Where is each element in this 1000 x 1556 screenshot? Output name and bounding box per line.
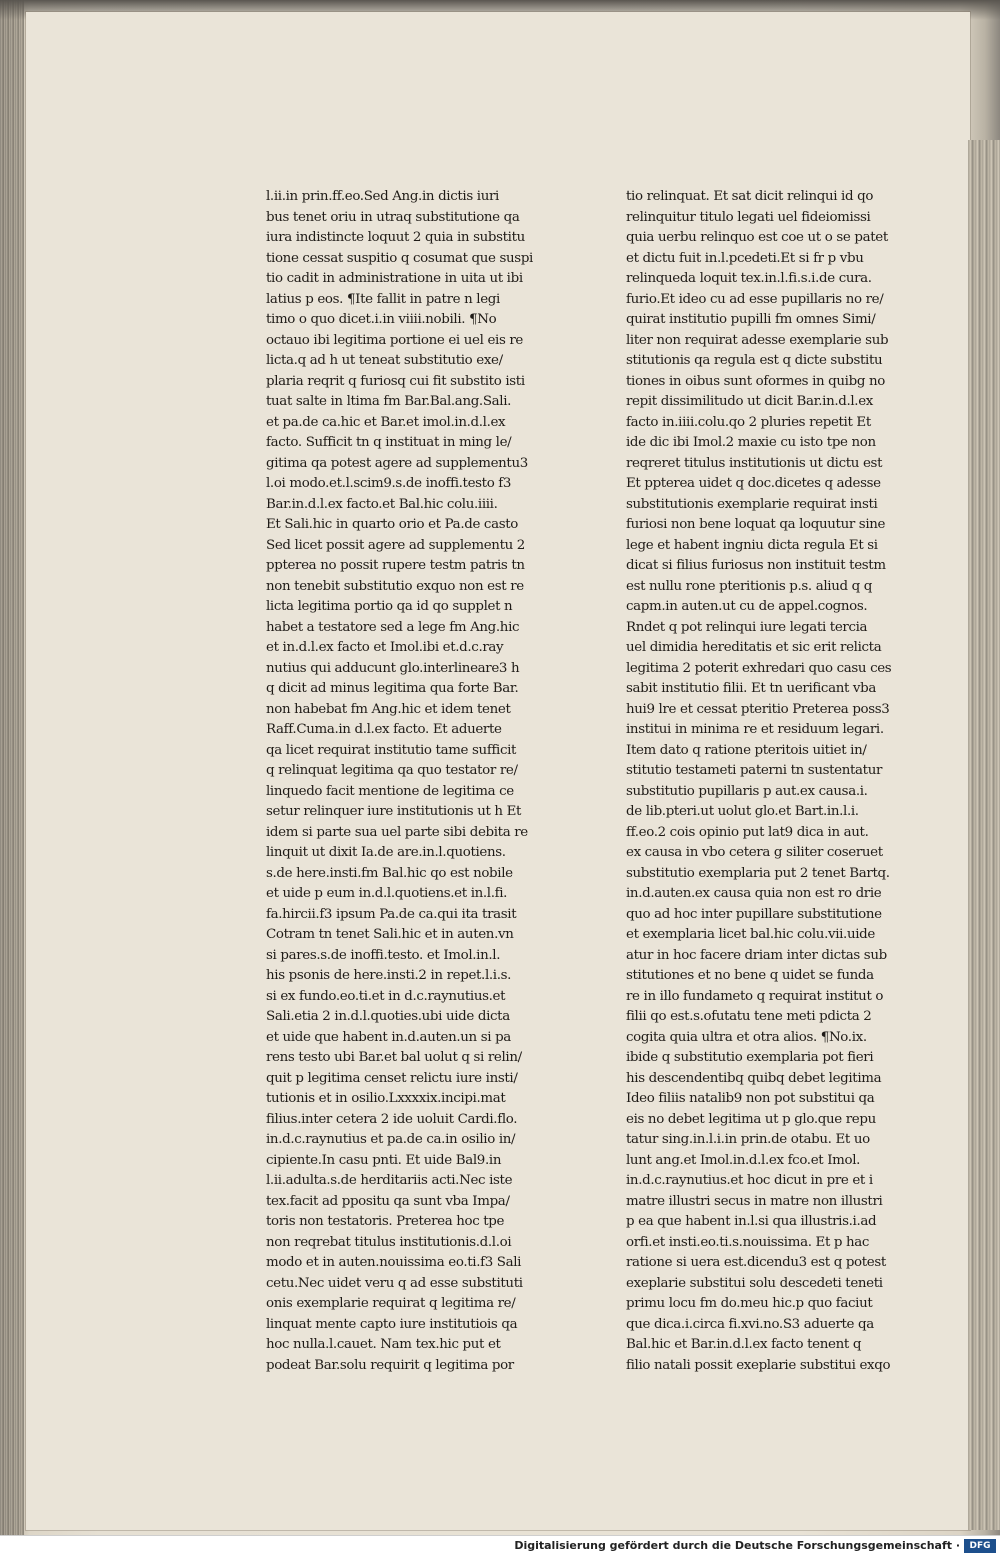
text-line: modo et in auten.nouissima eo.ti.f3 Sali [266, 1255, 522, 1270]
text-line: sabit institutio filii. Et tn uerificant vba [626, 681, 876, 696]
book-page-edges-left [0, 0, 24, 1535]
text-line: l.ii.adulta.s.de herditariis acti.Nec iste [266, 1173, 513, 1188]
text-line: non tenebit substitutio exquo non est re [266, 578, 524, 594]
text-line: Et Sali.hic in quarto orio et Pa.de casto [266, 517, 518, 532]
text-line: qa licet requirat institutio tame sufficit [266, 742, 517, 758]
text-line: his descendentibq quibq debet legitima [626, 1070, 882, 1086]
text-line: Rndet q pot relinqui iure legati tercia [626, 619, 868, 635]
text-line: linquat mente capto iure institutiois qa [266, 1316, 518, 1332]
text-line: lege et habent ingniu dicta regula Et si [626, 537, 878, 553]
text-line: relinqueda loquit tex.in.l.fi.s.i.de cura. [626, 271, 872, 286]
text-line: repit dissimilitudo ut dicit Bar.in.d.l.ex [626, 394, 873, 409]
text-line: substitutio exemplaria put 2 tenet Bartq. [626, 865, 890, 881]
text-line: stitutionis qa regula est q dicte substitu [626, 353, 883, 368]
text-line: ff.eo.2 cois opinio put lat9 dica in aut. [626, 824, 869, 840]
text-line: furio.Et ideo cu ad esse pupillaris no re/ [626, 291, 884, 307]
text-line: Bal.hic et Bar.in.d.l.ex facto tenent q [626, 1337, 862, 1352]
text-line: uel dimidia hereditatis et sic erit relicta [626, 640, 882, 655]
text-line: plaria reqrit q furiosq cui fit substito isti [266, 373, 525, 389]
text-line: gitima qa potest agere ad supplementu3 [266, 455, 528, 471]
text-line: cetu.Nec uidet veru q ad esse substituti [266, 1275, 523, 1291]
text-line: tutionis et in osilio.Lxxxxix.incipi.mat [266, 1091, 506, 1106]
text-line: tiones in oibus sunt oformes in quibg no [626, 373, 885, 389]
text-line: ppterea no possit rupere testm patris tn [266, 558, 525, 573]
text-line: q relinquat legitima qa quo testator re/ [266, 763, 518, 778]
digitization-footer [0, 1535, 1000, 1556]
text-line: habet a testatore sed a lege fm Ang.hic [266, 619, 520, 635]
text-line: capm.in auten.ut cu de appel.cognos. [626, 599, 868, 614]
text-line: l.ii.in prin.ff.eo.Sed Ang.in dictis iuri [266, 189, 499, 204]
text-line: linquit ut dixit Ia.de are.in.l.quotiens. [266, 845, 506, 860]
text-line: legitima 2 poterit exhredari quo casu ces [626, 660, 892, 676]
text-line: et pa.de ca.hic et Bar.et imol.in.d.l.ex [266, 414, 506, 430]
text-line: idem si parte sua uel parte sibi debita re [266, 824, 528, 840]
text-line: setur relinquer iure institutionis ut h Et [266, 804, 522, 819]
text-line: exeplarie substitui solu descedeti teneti [626, 1275, 883, 1291]
book-page-edges-right [968, 140, 1000, 1530]
text-line: bus tenet oriu in utraq substitutione qa [266, 209, 520, 225]
text-line: tex.facit ad ppositu qa sunt vba Impa/ [266, 1193, 510, 1209]
text-line: toris non testatoris. Preterea hoc tpe [266, 1214, 505, 1229]
text-line: orfi.et insti.eo.ti.s.nouissima. Et p hac [626, 1234, 870, 1250]
text-line: facto in.iiii.colu.qo 2 pluries repetit Et [626, 414, 871, 430]
text-line: et uide que habent in.d.auten.un si pa [266, 1029, 511, 1045]
text-line: licta legitima portio qa id qo supplet n [266, 599, 513, 614]
text-line: filius.inter cetera 2 ide uoluit Cardi.flo. [266, 1111, 518, 1127]
text-line: relinquitur titulo legati uel fideiomissi [626, 209, 871, 225]
text-line: tuat salte in ltima fm Bar.Bal.ang.Sali. [266, 394, 512, 409]
text-line: ide dic ibi Imol.2 maxie cu isto tpe non [626, 435, 876, 450]
text-line: Raff.Cuma.in d.l.ex facto. Et aduerte [266, 722, 502, 737]
text-line: rens testo ubi Bar.et bal uolut q si relin/ [266, 1050, 522, 1065]
text-line: quia uerbu relinquo est coe ut o se patet [626, 230, 888, 245]
text-line: Bar.in.d.l.ex facto.et Bal.hic colu.iiii. [266, 496, 498, 512]
text-line: reqreret titulus institutionis ut dictu est [626, 455, 883, 471]
text-line: substitutionis exemplarie requirat insti [626, 496, 878, 512]
text-line: quit p legitima censet relictu iure insti/ [266, 1070, 518, 1086]
text-line: linquedo facit mentione de legitima ce [266, 783, 514, 799]
text-line: ibide q substitutio exemplaria pot fieri [626, 1050, 874, 1065]
text-line: onis exemplarie requirat q legitima re/ [266, 1296, 516, 1311]
text-line: filio natali possit exeplarie substitui exqo [626, 1357, 891, 1373]
text-line: fa.hircii.f3 ipsum Pa.de ca.qui ita trasit [266, 906, 517, 922]
text-line: lunt ang.et Imol.in.d.l.ex fco.et Imol. [626, 1152, 861, 1168]
text-line: iura indistincte loquut 2 quia in substitu [266, 230, 525, 245]
text-line: est nullu rone pteritionis p.s. aliud q q [626, 578, 872, 594]
text-line: Cotram tn tenet Sali.hic et in auten.vn [266, 927, 514, 942]
text-line: in.d.c.raynutius et pa.de ca.in osilio in/ [266, 1132, 516, 1147]
text-line: his psonis de here.insti.2 in repet.l.i.s. [266, 968, 512, 983]
text-line: cipiente.In casu pnti. Et uide Bal9.in [266, 1152, 502, 1168]
text-line: quo ad hoc inter pupillare substitutione [626, 906, 882, 922]
text-line: ex causa in vbo cetera g siliter coseruet [626, 845, 883, 860]
text-line: eis no debet legitima ut p glo.que repu [626, 1111, 876, 1127]
text-line: octauo ibi legitima portione ei uel eis re [266, 332, 524, 348]
text-line: hoc nulla.l.cauet. Nam tex.hic put et [266, 1337, 501, 1352]
text-line: furiosi non bene loquat qa loquutur sine [626, 517, 886, 532]
text-line: tatur sing.in.l.i.in prin.de otabu. Et uo [626, 1132, 870, 1147]
text-column-left [266, 187, 540, 1376]
text-line: Sali.etia 2 in.d.l.quoties.ubi uide dicta [266, 1009, 510, 1024]
text-line: in.d.auten.ex causa quia non est ro drie [626, 886, 882, 901]
text-line: q dicit ad minus legitima qua forte Bar. [266, 681, 519, 696]
text-line: Sed licet possit agere ad supplementu 2 [266, 537, 525, 553]
dfg-logo-icon: DFG [964, 1539, 996, 1553]
text-line: matre illustri secus in matre non illustri [626, 1193, 883, 1209]
text-line: timo o quo dicet.i.in viiii.nobili. ¶No [266, 312, 497, 327]
text-line: in.d.c.raynutius.et hoc dicut in pre et i [626, 1173, 873, 1188]
text-line: ratione si uera est.dicendu3 est q potest [626, 1255, 886, 1270]
text-line: Et ppterea uidet q doc.dicetes q adesse [626, 476, 881, 491]
text-line: re in illo fundameto q requirat institut o [626, 988, 884, 1004]
text-line: si ex fundo.eo.ti.et in d.c.raynutius.et [266, 988, 506, 1004]
text-line: dicat si filius furiosus non instituit testm [626, 558, 886, 573]
text-line: que dica.i.circa fi.xvi.no.S3 aduerte qa [626, 1316, 874, 1332]
text-line: tio cadit in administratione in uita ut ibi [266, 271, 523, 286]
text-line: non reqrebat titulus institutionis.d.l.oi [266, 1234, 512, 1250]
text-line: Ideo filiis natalib9 non pot substitui qa [626, 1091, 875, 1106]
text-line: s.de here.insti.fm Bal.hic qo est nobile [266, 865, 513, 881]
text-line: podeat Bar.solu requirit q legitima por [266, 1357, 514, 1373]
text-column-right [626, 187, 908, 1376]
text-line: p ea que habent in.l.si qua illustris.i.ad [626, 1214, 877, 1229]
text-line: et uide p eum in.d.l.quotiens.et in.l.fi. [266, 886, 508, 901]
text-line: latius p eos. ¶Ite fallit in patre n legi [266, 291, 500, 307]
text-line: et exemplaria licet bal.hic colu.vii.uide [626, 927, 875, 942]
text-line: liter non requirat adesse exemplarie sub [626, 332, 889, 348]
text-line: stitutiones et no bene q uidet se funda [626, 968, 874, 983]
text-line: si pares.s.de inoffi.testo. et Imol.in.l. [266, 947, 501, 963]
text-line: Item dato q ratione pteritois uitiet in/ [626, 742, 867, 758]
text-line: cogita quia ultra et otra alios. ¶No.ix. [626, 1029, 867, 1045]
text-line: tione cessat suspitio q cosumat que suspi [266, 250, 533, 266]
text-line: substitutio pupillaris p aut.ex causa.i. [626, 783, 868, 799]
text-line: de lib.pteri.ut uolut glo.et Bart.in.l.i. [626, 804, 859, 819]
text-line: atur in hoc facere driam inter dictas sub [626, 947, 887, 963]
text-line: licta.q ad h ut teneat substitutio exe/ [266, 353, 503, 368]
text-line: et dictu fuit in.l.pcedeti.Et si fr p vbu [626, 250, 864, 266]
text-line: quirat institutio pupilli fm omnes Simi/ [626, 312, 876, 327]
text-line: institui in minima re et residuum legari. [626, 722, 884, 737]
text-line: non habebat fm Ang.hic et idem tenet [266, 701, 511, 717]
text-line: stitutio testameti paterni tn sustentatur [626, 763, 883, 778]
text-line: et in.d.l.ex facto et Imol.ibi et.d.c.ray [266, 640, 504, 655]
text-line: primu locu fm do.meu hic.p quo faciut [626, 1296, 873, 1311]
text-line: hui9 lre et cessat pteritio Preterea poss3 [626, 701, 890, 717]
text-line: filii qo est.s.ofutatu tene meti pdicta 2 [626, 1009, 872, 1024]
text-line: l.oi modo.et.l.scim9.s.de inoffi.testo f3 [266, 476, 512, 491]
text-line: facto. Sufficit tn q instituat in ming le/ [266, 435, 512, 450]
text-line: nutius qui adducunt glo.interlineare3 h [266, 660, 520, 676]
text-line: tio relinquat. Et sat dicit relinqui id qo [626, 189, 874, 204]
funding-credit: Digitalisierung gefördert durch die Deutsche Forschungsgemeinschaft · [514, 1539, 960, 1552]
